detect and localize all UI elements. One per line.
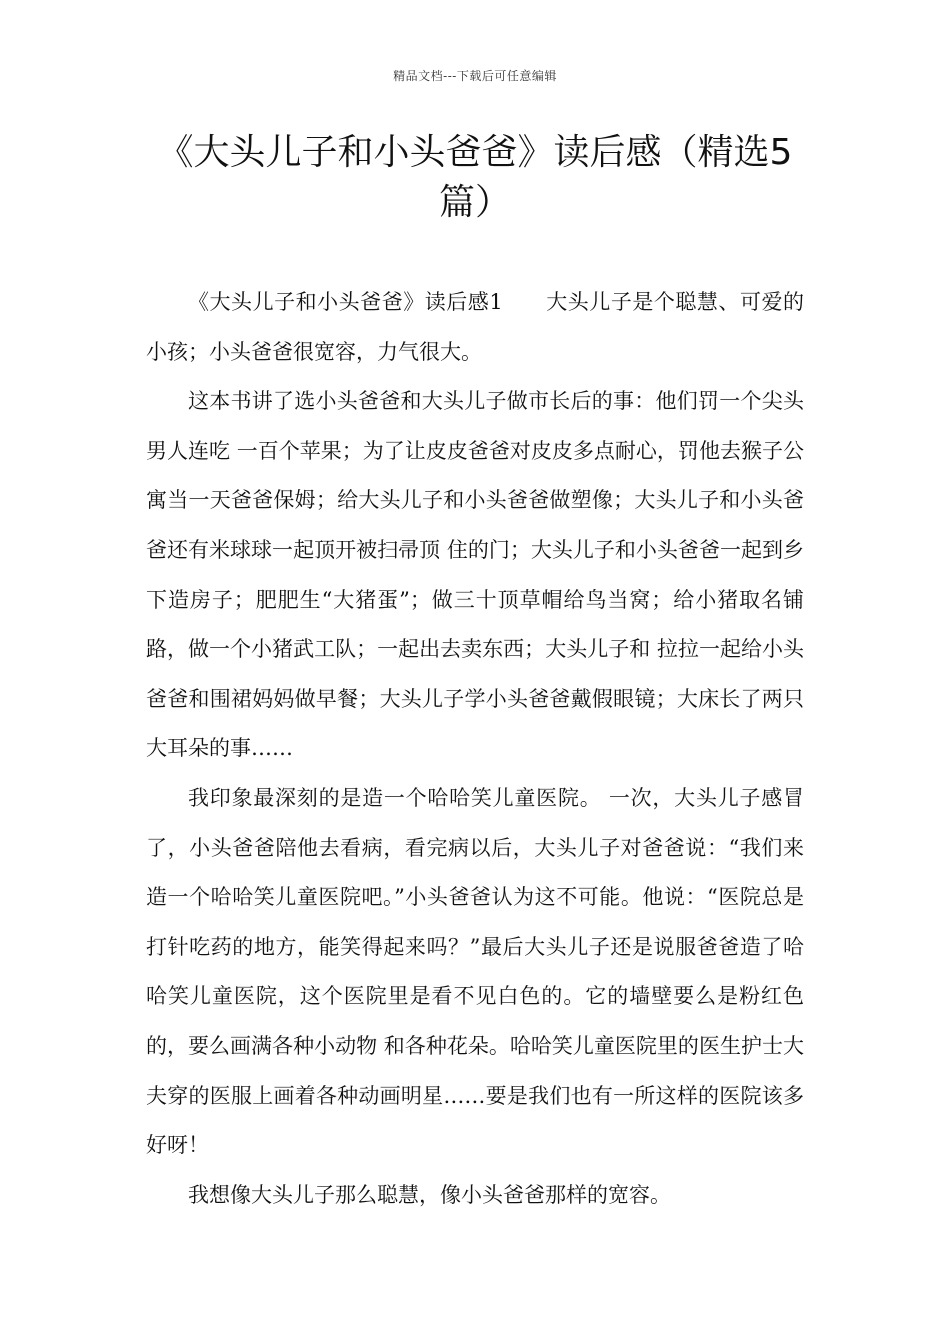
- paragraph: 这本书讲了选小头爸爸和大头儿子做市长后的事：他们罚一个尖头男人连吃 一百个苹果；为了让皮皮爸爸对皮皮多点耐心，罚他去猴子公寓当一天爸爸保姆；给大头儿子和小头爸爸做塑像；大头儿子和小头爸爸还有米球球一起顶开被扫帚顶 住的门；大头儿子和小头爸爸一起到乡下造房子；肥肥生“大猪蛋”；做三十顶草帽给鸟当窝；给小猪取名铺路，做一个小猪武工队；一起出去卖东西；大头儿子和 拉拉一起给小头爸爸和围裙妈妈做早餐；大头儿子学小头爸爸戴假眼镜；大床长了两只大耳朵的事……: [146, 389, 804, 761]
- document-title: 《大头儿子和小头爸爸》读后感（精选5篇）: [157, 132, 793, 223]
- page-header: 精品文档---下载后可任意编辑: [393, 69, 557, 83]
- paragraph: 我想像大头儿子那么聪慧，像小头爸爸那样的宽容。: [188, 1182, 671, 1207]
- paragraph: 《大头儿子和小头爸爸》读后感1 大头儿子是个聪慧、可爱的小孩；小头爸爸很宽容，力气很大。: [146, 290, 804, 364]
- paragraph: 我印象最深刻的是造一个哈哈笑儿童医院。 一次，大头儿子感冒了，小头爸爸陪他去看病，看完病以后，大头儿子对爸爸说：“我们来造一个哈哈笑儿童医院吧。”小头爸爸认为这不可能。他说：“医院总是 打针吃药的地方，能笑得起来吗？”最后大头儿子还是说服爸爸造了哈哈笑儿童医院，这个医院里是看不见白色的。它的墙壁要么是粉红色的，要么画满各种小动物 和各种花朵。哈哈笑儿童医院里的医生护士大夫穿的医服上画着各种动画明星……要是我们也有一所这样的医院该多好呀！: [146, 785, 804, 1158]
- document-body: [146, 278, 804, 1220]
